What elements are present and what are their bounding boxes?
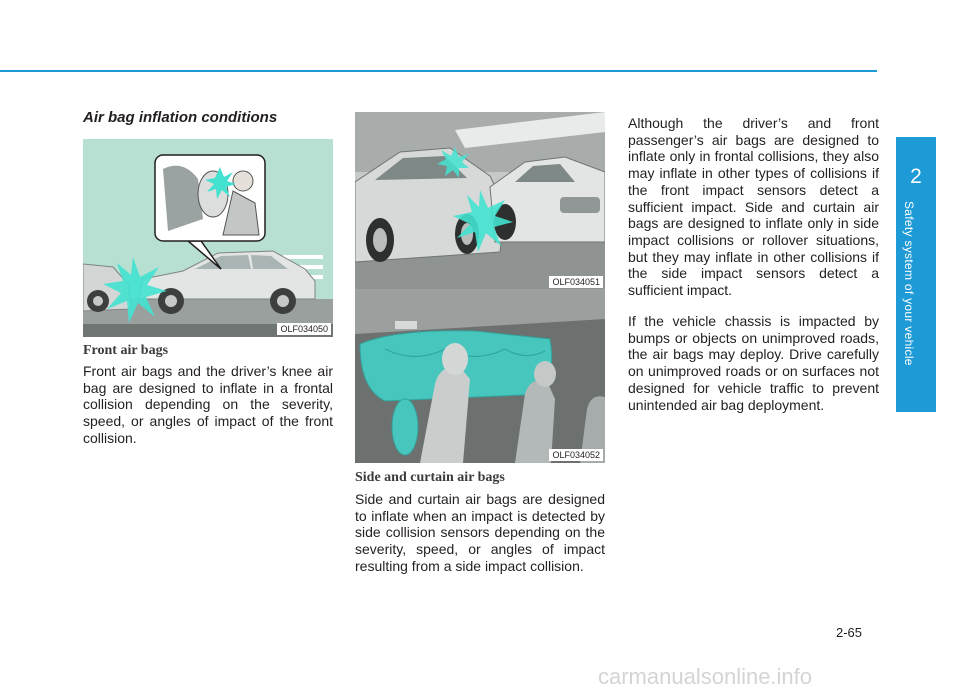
chapter-title: Safety system of your vehicle xyxy=(902,201,916,366)
right-paragraph-2: If the vehicle chassis is impacted by bumps or objects on unimproved roads, the air bags may deploy. Drive carefully on unimproved roads or on surfaces not designed for vehicle traffic to prevent unintended air bag deployment. xyxy=(628,313,879,413)
chapter-number: 2 xyxy=(910,165,922,188)
side-airbags-heading: Side and curtain air bags xyxy=(355,470,505,485)
chapter-tab xyxy=(896,137,936,412)
section-title: Air bag inflation conditions xyxy=(83,109,278,126)
figure-front-collision xyxy=(83,139,333,337)
side-airbags-text: Side and curtain air bags are designed to inflate when an impact is detected by side collision sensors depending on the severity, speed, or angles of impact resulting from a side impact collision. xyxy=(355,491,605,574)
figure-label: OLF034051 xyxy=(549,276,603,288)
front-collision-illustration xyxy=(83,139,333,337)
front-airbags-text: Front air bags and the driver’s knee air bag are designed to inflate in a frontal collision depending on the severity, speed, or angles of impact of the front collision. xyxy=(83,363,333,446)
figure-curtain-airbag xyxy=(355,289,605,463)
figure-label: OLF034052 xyxy=(549,449,603,461)
curtain-airbag-illustration xyxy=(355,289,605,463)
page-number: 2-65 xyxy=(836,625,863,640)
watermark[interactable]: carmanualsonline.info xyxy=(598,664,813,689)
figure-label: OLF034050 xyxy=(277,323,331,335)
front-airbags-heading: Front air bags xyxy=(83,343,169,358)
figure-side-collision xyxy=(355,112,605,290)
header-rule xyxy=(0,70,877,72)
right-paragraph-1: Although the driver’s and front passenger’s air bags are designed to inflate only in frontal collisions, they also may inflate in other types of collisions if the front impact sensors detect a sufficient impact. Side and curtain air bags are designed to inflate only in side impact collisions or rollover situations, but they may inflate in other collisions if the side impact sensors detect a sufficient impact. xyxy=(628,115,879,299)
side-collision-illustration xyxy=(355,112,605,290)
